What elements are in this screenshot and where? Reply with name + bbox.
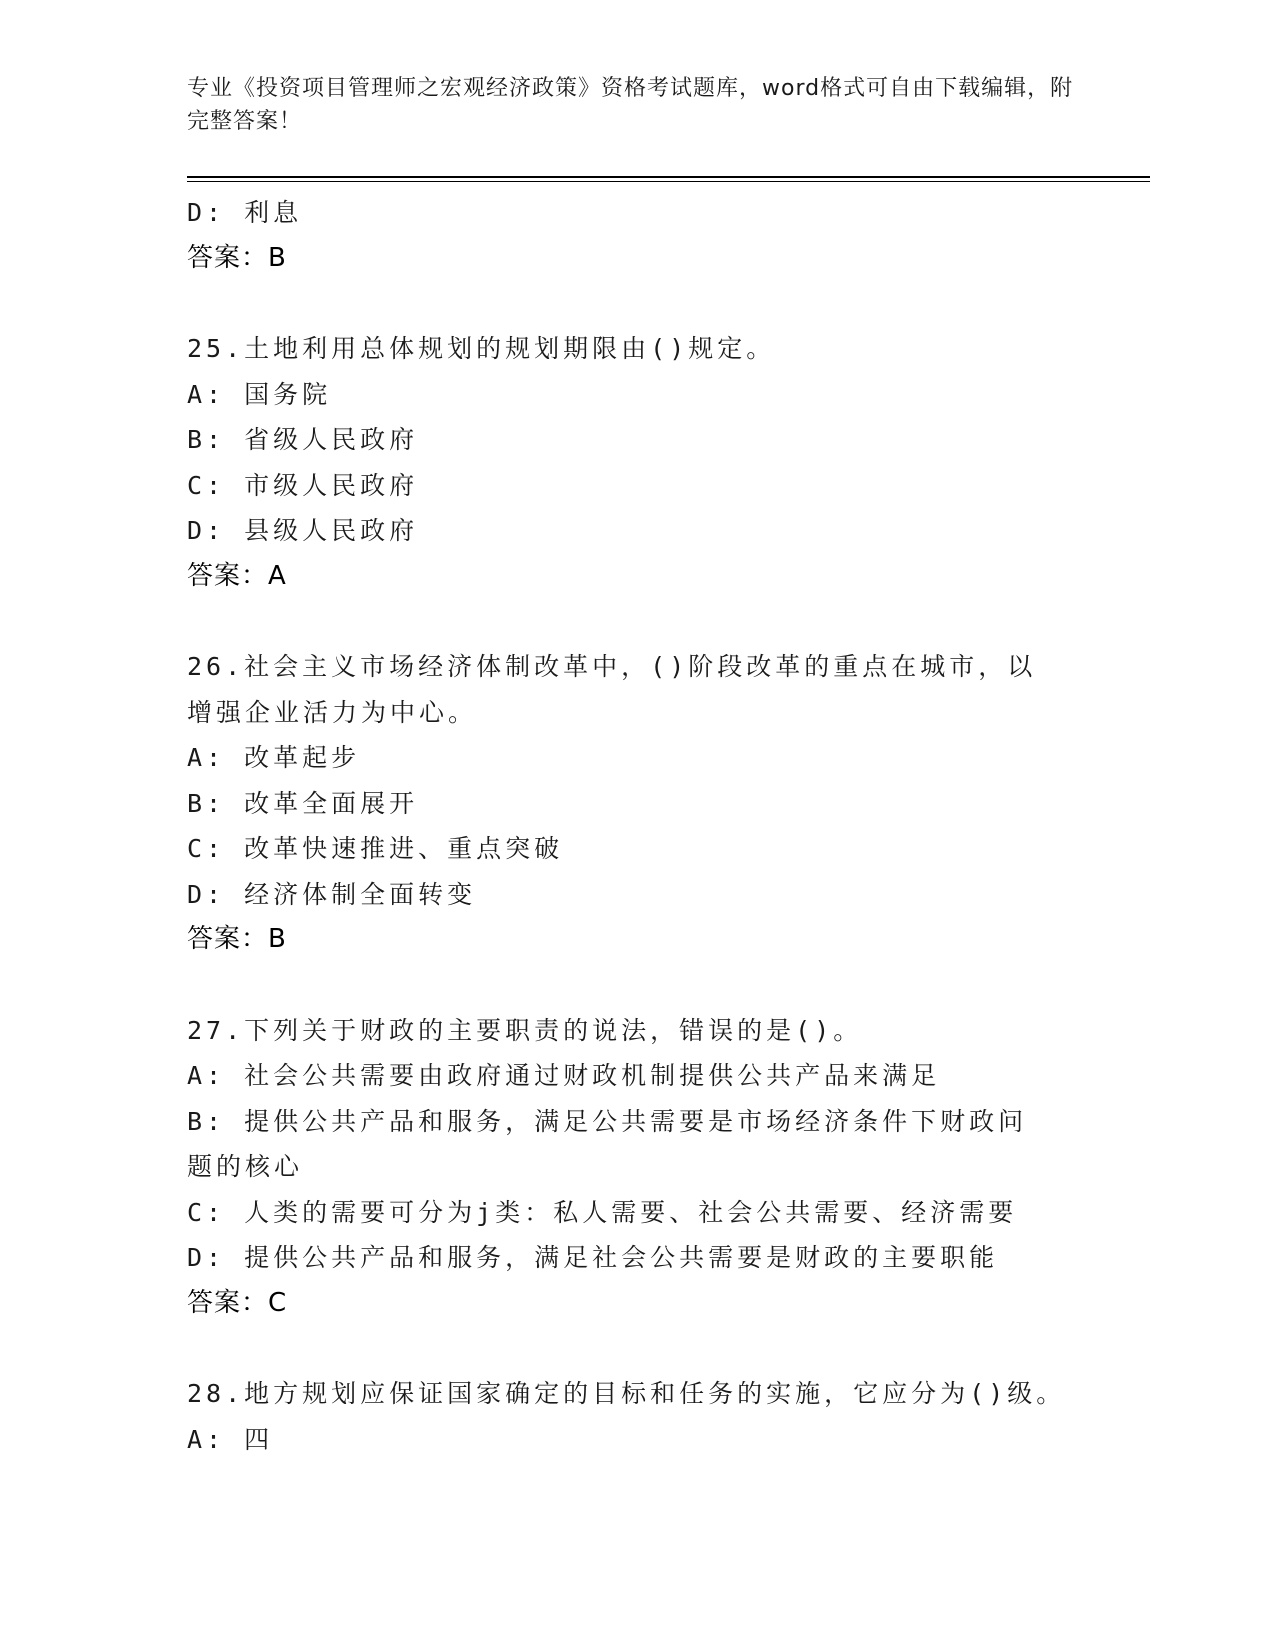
question-stem: 28.地方规划应保证国家确定的目标和任务的实施，它应分为()级。: [187, 1379, 1066, 1408]
answer: 答案：B: [187, 242, 287, 273]
question-28: [187, 1371, 1087, 1462]
answer: 答案：A: [187, 560, 287, 591]
answer: 答案：C: [187, 1287, 288, 1318]
option-d: D: 县级人民政府: [187, 516, 419, 545]
document-header: 专业《投资项目管理师之宏观经济政策》资格考试题库，word格式可自由下载编辑，附完整答案！: [187, 76, 1074, 134]
option-b: B: 改革全面展开: [187, 788, 419, 818]
option-a: A: 改革起步: [187, 743, 361, 772]
question-27: [187, 1008, 1087, 1327]
option-d: D: 提供公共产品和服务，满足社会公共需要是财政的主要职能: [187, 1243, 999, 1272]
header-rule-thick: [187, 176, 1150, 178]
header-rule-thin: [187, 181, 1150, 182]
question-25: [187, 326, 1087, 599]
option-d: D: 经济体制全面转变: [187, 879, 477, 909]
question-26: [187, 644, 1087, 963]
option-c: C: 改革快速推进、重点突破: [187, 834, 564, 863]
question-stem: 25.土地利用总体规划的规划期限由()规定。: [187, 334, 776, 363]
option-a: A: 社会公共需要由政府通过财政机制提供公共产品来满足: [187, 1061, 941, 1090]
option-a: A: 国务院: [187, 379, 332, 409]
question-stem: 26.社会主义市场经济体制改革中，()阶段改革的重点在城市，以增强企业活力为中心。: [187, 652, 1037, 727]
answer: 答案：B: [187, 924, 287, 954]
option-c: C: 人类的需要可分为j类：私人需要、社会公共需要、经济需要: [187, 1197, 1018, 1227]
option-b: B: 提供公共产品和服务，满足公共需要是市场经济条件下财政问题的核心: [187, 1106, 1028, 1181]
document-body: [187, 190, 1087, 1462]
option-a: A: 四: [187, 1424, 274, 1454]
option-b: B: 省级人民政府: [187, 425, 419, 454]
option-d: D: 利息: [187, 198, 303, 227]
option-c: C: 市级人民政府: [187, 470, 419, 500]
question-stem: 27.下列关于财政的主要职责的说法，错误的是()。: [187, 1015, 863, 1045]
